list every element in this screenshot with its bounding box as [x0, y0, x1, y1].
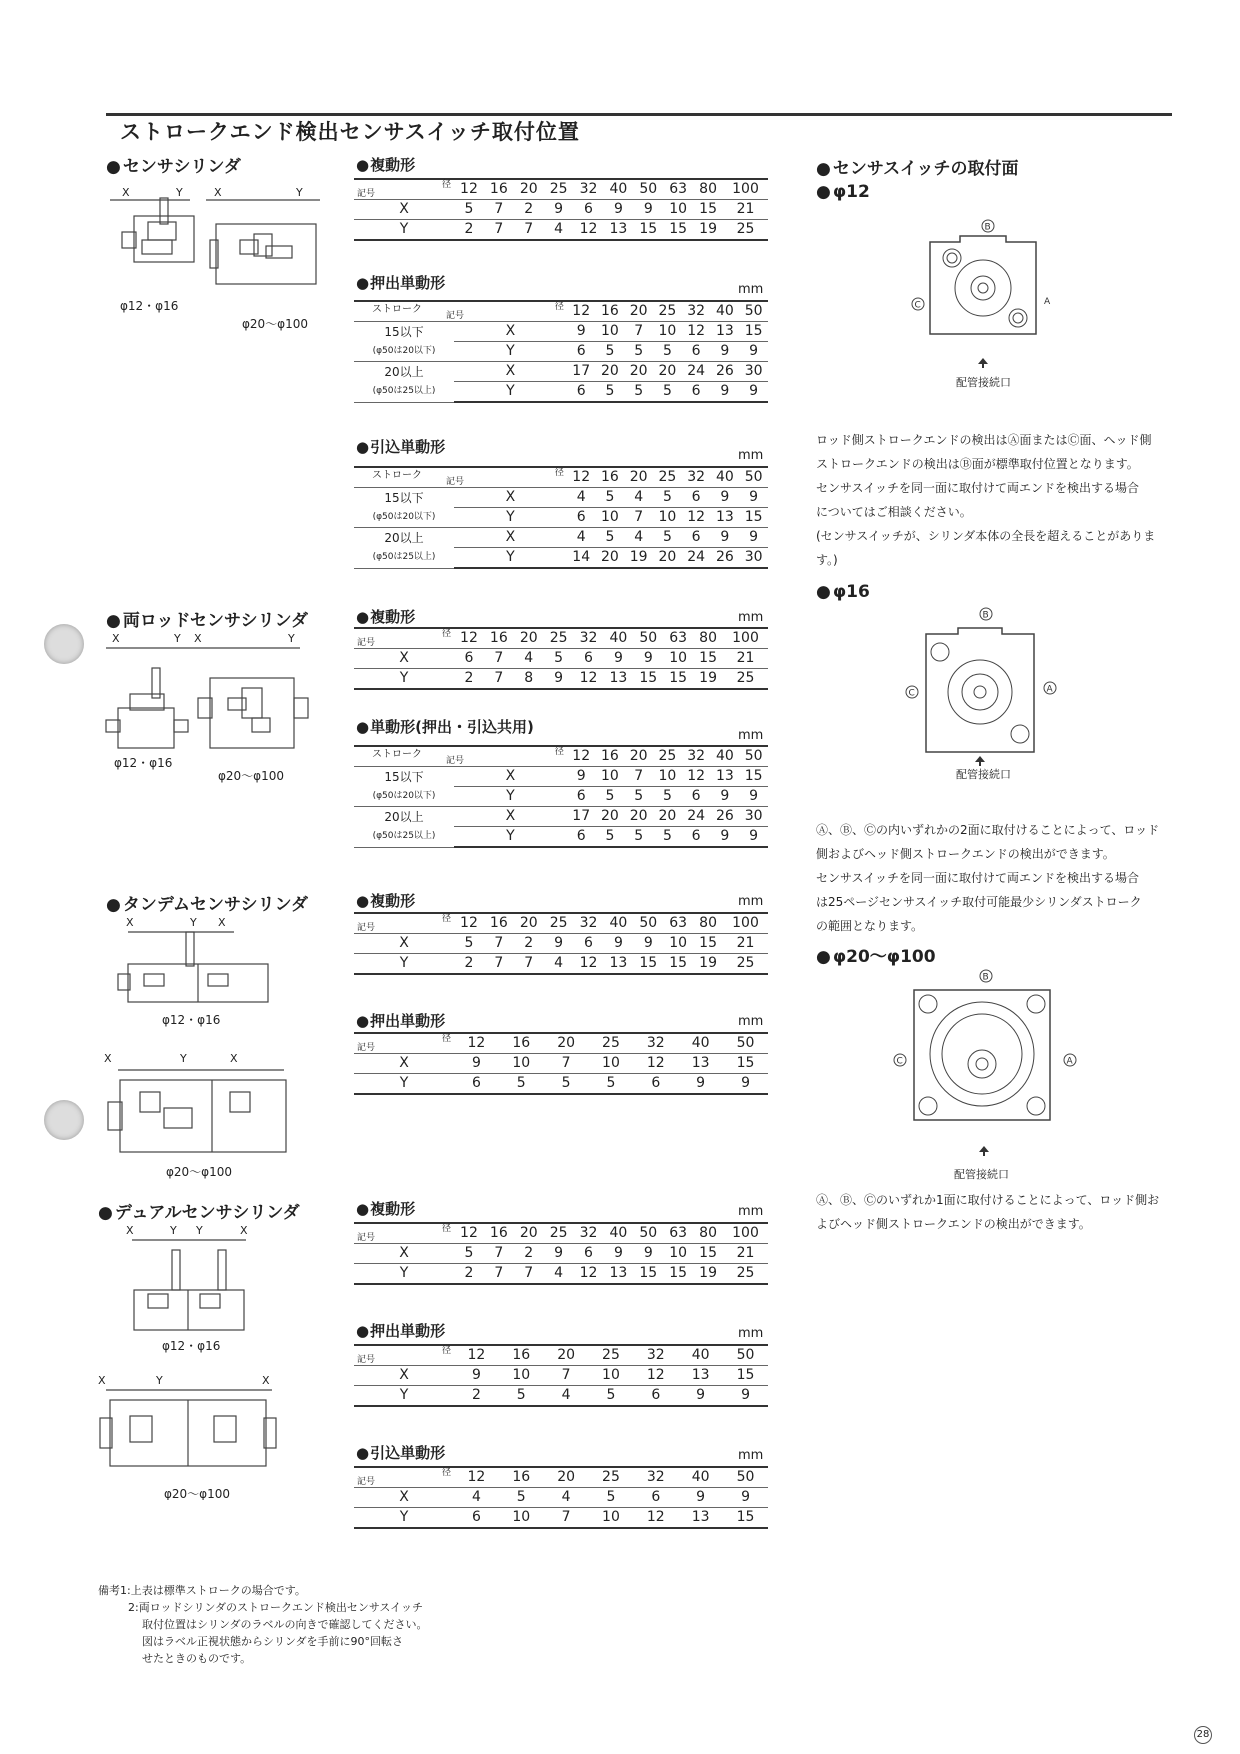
page-title: ストロークエンド検出センサスイッチ取付位置 [120, 120, 580, 144]
table-heading: ● 複動形 [356, 606, 415, 627]
unit-mm: mm [738, 448, 764, 463]
d20-section-drawing [890, 964, 1080, 1164]
fig-label-large: φ20〜φ100 [166, 1165, 233, 1179]
d12-section-drawing [910, 214, 1060, 384]
pipe-port-label: 配管接続口 [956, 768, 1011, 781]
table-heading: ● 引込単動形 [356, 1442, 445, 1463]
pipe-port-label: 配管接続口 [956, 376, 1011, 389]
face-b-label: B [982, 972, 989, 983]
svg-text:X: X [98, 1374, 106, 1387]
svg-text:X: X [218, 916, 226, 929]
sensor-cylinder-figure [100, 178, 360, 348]
punch-hole [44, 1100, 84, 1140]
face-c-label: C [896, 1056, 903, 1067]
double-rod-single-table: ストローク 記号 径 12 16 20 25 32 40 50 15以下 (φ50は20以下) X 9 10 7 10 12 13 15 Y 6 5 5 5 6 9 9 20以上 (φ50は25以上) X 17 20 20 20 24 26 30 Y 6 5 5 5 6 9 9 [354, 745, 768, 848]
d16-description: Ⓐ、Ⓑ、Ⓒの内いずれかの2面に取付けることによって、ロッド 側およびヘッド側ストロークエンドの検出ができます。 センサスイッチを同一面に取付けて両エンドを検出する場合 は25ページセンサスイッチ取付可能最少シリンダストローク の範囲となります。 [816, 823, 1160, 933]
fig-label-small: φ12・φ16 [114, 756, 173, 770]
double-rod-figure [100, 628, 360, 788]
svg-text:Y: Y [190, 916, 197, 929]
face-a-label: A [1046, 684, 1053, 695]
table-heading: ● 複動形 [356, 154, 415, 175]
unit-mm: mm [738, 894, 764, 909]
svg-text:Y: Y [176, 186, 183, 199]
dual-figure [96, 1220, 312, 1500]
svg-text:X: X [122, 186, 130, 199]
section-sensor-cylinder: ● センサシリンダ [106, 152, 241, 177]
unit-mm: mm [738, 1448, 764, 1463]
unit-mm: mm [738, 610, 764, 625]
punch-hole [44, 624, 84, 664]
table-heading: ● 引込単動形 [356, 436, 445, 457]
table-heading: ● 複動形 [356, 1198, 415, 1219]
dual-double-table: 記号 径 12 16 20 25 32 40 50 63 80 100 X 5 7 2 9 6 9 9 10 15 21 Y 2 7 7 4 12 13 15 15 19 25 [354, 1222, 768, 1285]
table-heading: ● 押出単動形 [356, 1010, 445, 1031]
svg-text:Y: Y [180, 1052, 187, 1065]
face-a-label: A [1044, 297, 1051, 307]
svg-text:Y: Y [288, 632, 295, 645]
section-tandem: ● タンデムセンサシリンダ [106, 890, 308, 915]
svg-text:X: X [262, 1374, 270, 1387]
table-heading: ● 押出単動形 [356, 272, 445, 293]
svg-text:X: X [194, 632, 202, 645]
face-b-label: B [984, 222, 991, 233]
fig-label-small: φ12・φ16 [162, 1339, 221, 1353]
fig-label-large: φ20〜φ100 [164, 1487, 231, 1500]
face-b-label: B [982, 610, 989, 621]
section-double-rod: ● 両ロッドセンサシリンダ [106, 606, 308, 631]
tandem-push-table: 記号 径 12 16 20 25 32 40 50 X 9 10 7 10 12 13 15 Y 6 5 5 5 6 9 9 [354, 1032, 768, 1095]
table-heading: ● 押出単動形 [356, 1320, 445, 1341]
svg-text:X: X [112, 632, 120, 645]
d16-label: ● φ16 [816, 582, 870, 602]
face-c-label: C [908, 688, 915, 699]
svg-text:X: X [126, 916, 134, 929]
mounting-surface-heading: ● センサスイッチの取付面 [816, 154, 1018, 179]
svg-text:Y: Y [174, 632, 181, 645]
footnotes: 備考1:上表は標準ストロークの場合です。 2:両ロッドシリンダのストロークエンド検出センサスイッチ 取付位置はシリンダのラベルの向きで確認してください。 図はラベル正視状態からシリンダを手前に90°回転さ せたときのものです。 [98, 1584, 428, 1665]
page-number: 28 [1194, 1726, 1212, 1744]
d16-section-drawing [898, 604, 1068, 784]
fig-label-large: φ20〜φ100 [218, 769, 285, 783]
dual-push-table: 記号 径 12 16 20 25 32 40 50 X 9 10 7 10 12 13 15 Y 2 5 4 5 6 9 9 [354, 1344, 768, 1407]
unit-mm: mm [738, 728, 764, 743]
svg-text:Y: Y [196, 1224, 203, 1237]
unit-mm: mm [738, 282, 764, 297]
svg-text:X: X [126, 1224, 134, 1237]
unit-mm: mm [738, 1204, 764, 1219]
unit-mm: mm [738, 1014, 764, 1029]
svg-text:X: X [104, 1052, 112, 1065]
table-heading: ● 複動形 [356, 890, 415, 911]
dual-pull-table: 記号 径 12 16 20 25 32 40 50 X 4 5 4 5 6 9 9 Y 6 10 7 10 12 13 15 [354, 1466, 768, 1529]
sensor-double-table: 記号 径 12 16 20 25 32 40 50 63 80 100 X 5 7 2 9 6 9 9 10 15 21 Y 2 7 7 4 12 13 15 15 19 25 [354, 178, 768, 241]
fig-label-large: φ20〜φ100 [242, 317, 309, 331]
d20-description: Ⓐ、Ⓑ、Ⓒのいずれか1面に取付けることによって、ロッド側お よびヘッド側ストロークエンドの検出ができます。 [816, 1193, 1160, 1231]
d12-description: ロッド側ストロークエンドの検出はⒶ面またはⒸ面、ヘッド側 ストロークエンドの検出はⒷ面が標準取付位置となります。 センサスイッチを同一面に取付けて両エンドを検出する場合 についてはご相談ください。 (センサスイッチが、シリンダ本体の全長を超えることがありま す。) [816, 433, 1156, 567]
svg-text:Y: Y [156, 1374, 163, 1387]
svg-text:Y: Y [296, 186, 303, 199]
d12-label: ● φ12 [816, 182, 870, 202]
face-c-label: C [914, 300, 921, 311]
tandem-figure [104, 912, 344, 1182]
face-a-label: A [1066, 1056, 1073, 1067]
svg-text:X: X [230, 1052, 238, 1065]
fig-label-small: φ12・φ16 [120, 299, 179, 313]
double-rod-double-table: 記号 径 12 16 20 25 32 40 50 63 80 100 X 6 7 4 5 6 9 9 10 15 21 Y 2 7 8 9 12 13 15 15 19 25 [354, 627, 768, 690]
pipe-port-label: 配管接続口 [954, 1168, 1009, 1181]
fig-label-small: φ12・φ16 [162, 1013, 221, 1027]
tandem-double-table: 記号 径 12 16 20 25 32 40 50 63 80 100 X 5 7 2 9 6 9 9 10 15 21 Y 2 7 7 4 12 13 15 15 19 25 [354, 912, 768, 975]
svg-text:Y: Y [170, 1224, 177, 1237]
sensor-pull-table: ストローク 記号 径 12 16 20 25 32 40 50 15以下 (φ50は20以下) X 4 5 4 5 6 9 9 Y 6 10 7 10 12 13 15 20以上 (φ50は25以上) X 4 5 4 5 6 9 9 Y 14 20 19 20 24 26 30 [354, 466, 768, 569]
unit-mm: mm [738, 1326, 764, 1341]
section-dual: ● デュアルセンサシリンダ [98, 1198, 300, 1223]
svg-text:X: X [214, 186, 222, 199]
d20-label: ● φ20〜φ100 [816, 942, 936, 967]
sensor-push-table: ストローク 記号 径 12 16 20 25 32 40 50 15以下 (φ50は20以下) X 9 10 7 10 12 13 15 Y 6 5 5 5 6 9 9 20以上 (φ50は25以上) X 17 20 20 20 24 26 30 Y 6 5 5 5 6 9 9 [354, 300, 768, 403]
svg-text:X: X [240, 1224, 248, 1237]
table-heading: ● 単動形(押出・引込共用) [356, 716, 534, 737]
